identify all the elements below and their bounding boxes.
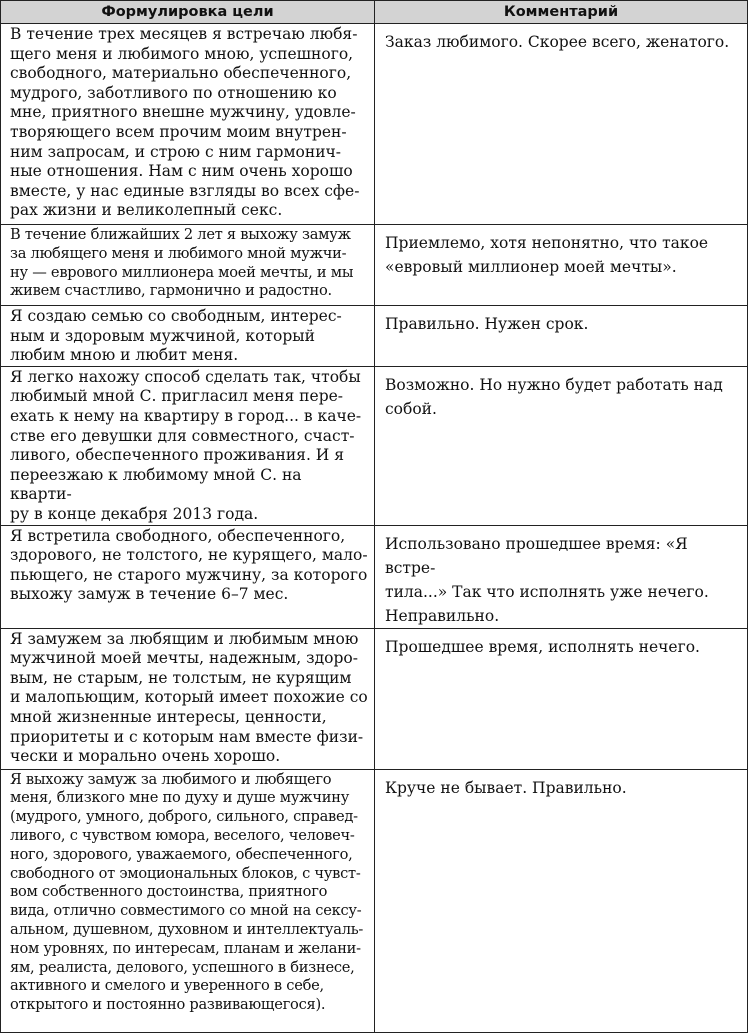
goal-cell: Я замужем за любящим и любимым мною мужчиной моей мечты, надежным, здоро- вым, не старым, не толстым, не курящим и малопьющим, который имеет похожие со мной жизненные интересы, ценности, приоритеты и с которым нам вместе физи- чески и морально очень хорошо. [1,628,375,769]
goal-cell: В течение ближайших 2 лет я выхожу замуж за любящего меня и любимого мной мужчи- ну — еврового миллионера моей мечты, и мы живем счастливо, гармонично и радостно. [1,225,375,306]
table-row [1,225,748,306]
goal-column-header: Формулировка цели [1,1,375,24]
table-row [1,525,748,628]
comment-cell: Круче не бывает. Правильно. [375,769,748,1032]
goal-cell: В течение трех месяцев я встречаю любя- щего меня и любимого мною, успешного, свободного, материально обеспеченного, мудрого, заботливого по отношению ко мне, приятного внешне мужчину, удовле- творяющего всем прочим моим внутрен- ним запросам, и строю с ним гармонич- ные отношения. Нам с ним очень хорошо вместе, у нас единые взгляды во всех сфе- рах жизни и великолепный секс. [1,24,375,225]
table-row [1,306,748,367]
comment-cell: Заказ любимого. Скорее всего, женатого. [375,24,748,225]
comment-column-header: Комментарий [375,1,748,24]
goal-cell: Я легко нахожу способ сделать так, чтобы любимый мной С. пригласил меня пере- ехать к нему на квартиру в город... в каче- стве его девушки для совместного, счаст- ливого, обеспеченного проживания. И я переезжаю к любимому мной С. на кварти- ру в конце декабря 2013 года. [1,366,375,525]
header-row [1,1,748,24]
comment-cell: Прошедшее время, исполнять нечего. [375,628,748,769]
table-row [1,628,748,769]
comment-cell: Использовано прошедшее время: «Я встре- тила...» Так что исполнять уже нечего. Неправильно. [375,525,748,628]
comment-cell: Возможно. Но нужно будет работать над собой. [375,366,748,525]
goal-cell: Я встретила свободного, обеспеченного, здорового, не толстого, не курящего, мало- пьющего, не старого мужчину, за которого выхожу замуж в течение 6–7 мес. [1,525,375,628]
table-row [1,366,748,525]
goal-cell: Я выхожу замуж за любимого и любящего меня, близкого мне по духу и душе мужчину (мудрого, умного, доброго, сильного, справед- ливого, с чувством юмора, веселого, человеч- ного, здорового, уважаемого, обеспеченного, свободного от эмоциональных блоков, с чувст- вом собственного достоинства, приятного вида, отлично совместимого со мной на сексу- альном, душевном, духовном и интеллектуаль- ном уровнях, по интересам, планам и желани- ям, реалиста, делового, успешного в бизнесе, активного и смелого и уверенного в себе, открытого и постоянно развивающегося). [1,769,375,1032]
goal-cell: Я создаю семью со свободным, интерес- ным и здоровым мужчиной, который любим мною и любит меня. [1,306,375,367]
comment-cell: Приемлемо, хотя непонятно, что такое «евровый миллионер моей мечты». [375,225,748,306]
table-row [1,24,748,225]
table-row [1,769,748,1032]
comment-cell: Правильно. Нужен срок. [375,306,748,367]
